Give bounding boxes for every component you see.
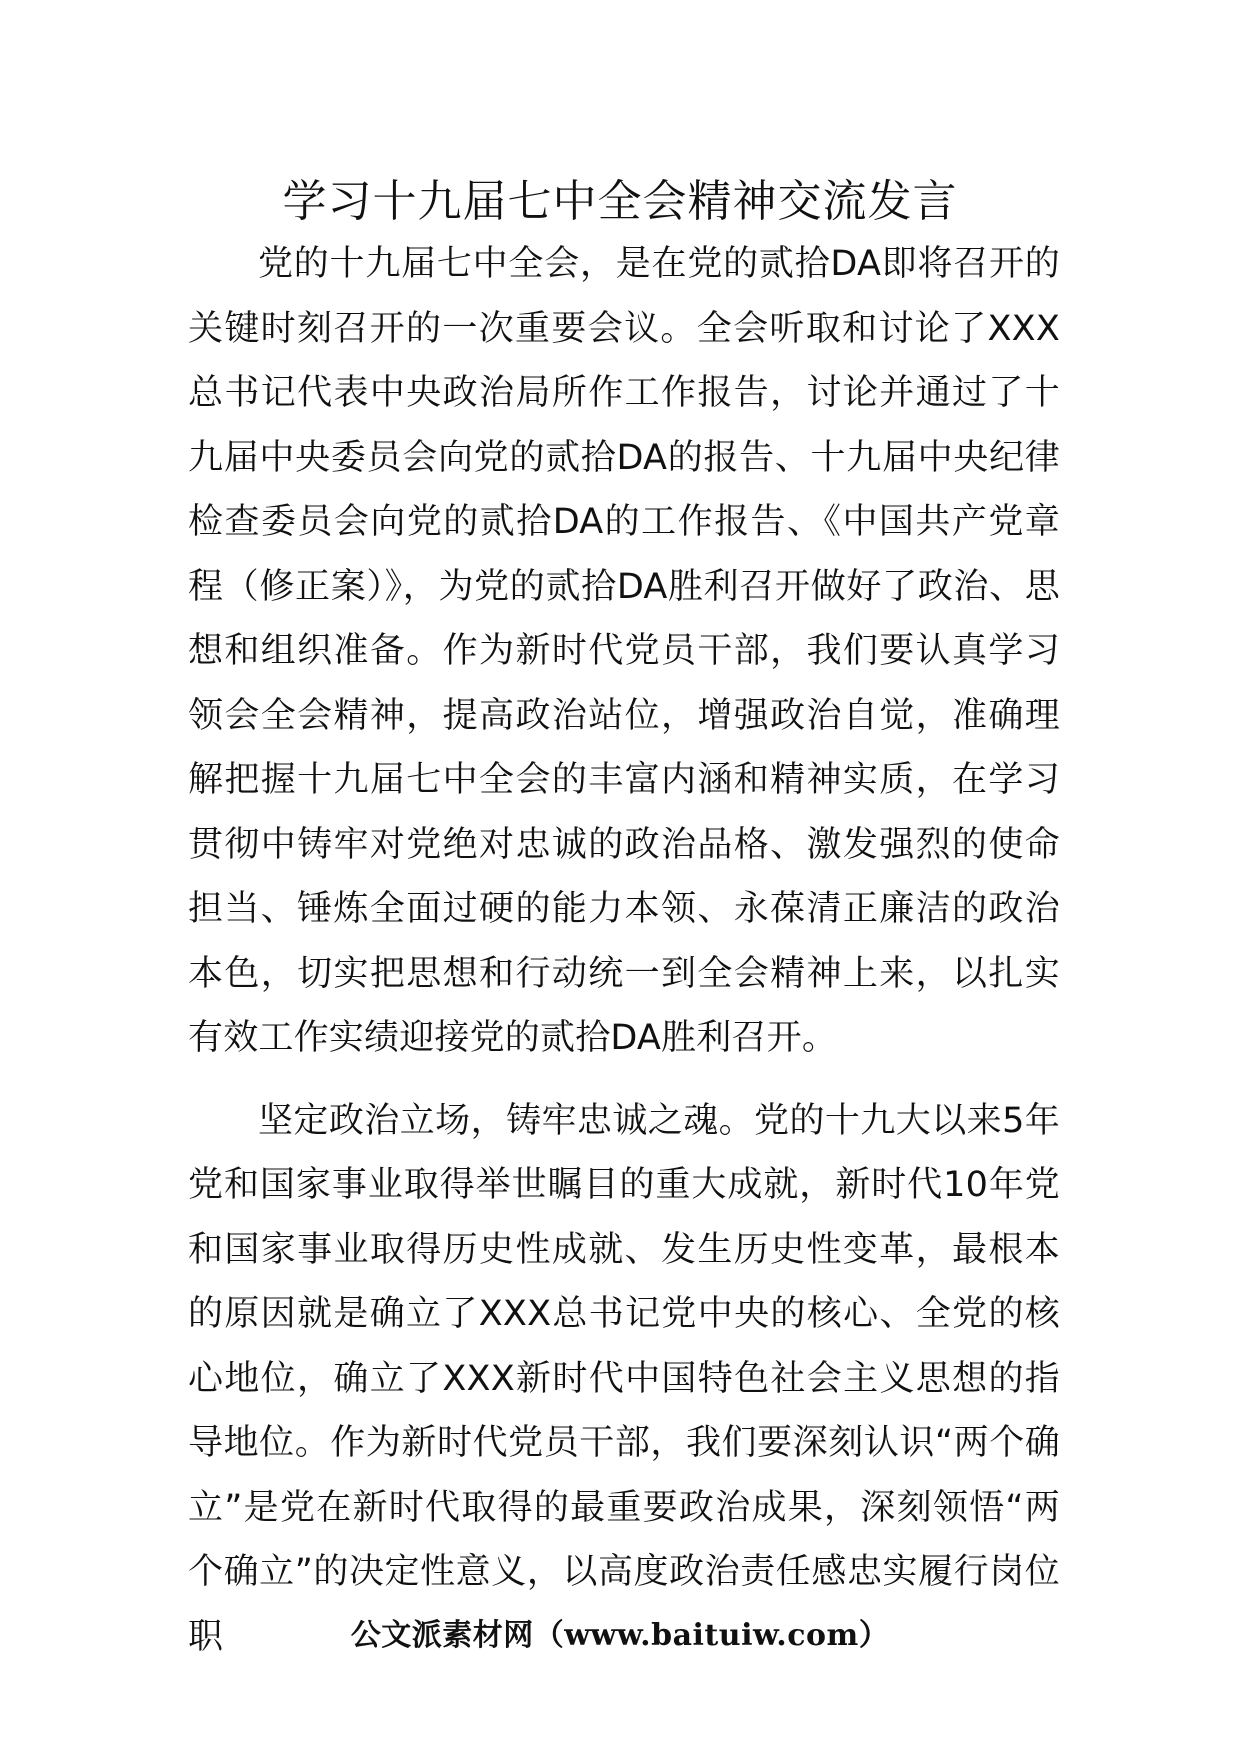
document-title: 学习十九届七中全会精神交流发言	[282, 176, 958, 227]
paragraph-2: 坚定政治立场，铸牢忠诚之魂。党的十九大以来5年党和国家事业取得举世瞩目的重大成就，新时代10年党和国家事业取得历史性成就、发生历史性变革，最根本的原因就是确立了XXX总书记党中央的核心、全党的核心地位，确立了XXX新时代中国特色社会主义思想的指导地位。作为新时代党员干部，我们要深刻认识“两个确立”是党在新时代取得的最重要政治成果，深刻领悟“两个确立”的决定性意义，以高度政治责任感忠实履行岗位职	[188, 1100, 1060, 1657]
paragraph-1: 党的十九届七中全会，是在党的贰拾DA即将召开的关键时刻召开的一次重要会议。全会听取和讨论了XXX总书记代表中央政治局所作工作报告，讨论并通过了十九届中央委员会向党的贰拾DA的报告、十九届中央纪律检查委员会向党的贰拾DA的工作报告、《中国共产党章程（修正案）》，为党的贰拾DA胜利召开做好了政治、思想和组织准备。作为新时代党员干部，我们要认真学习领会全会精神，提高政治站位，增强政治自觉，准确理解把握十九届七中全会的丰富内涵和精神实质，在学习贯彻中铸牢对党绝对忠诚的政治品格、激发强烈的使命担当、锤炼全面过硬的能力本领、永葆清正廉洁的政治本色，切实把思想和行动统一到全会精神上来，以扎实有效工作实绩迎接党的贰拾DA胜利召开。	[188, 244, 1060, 1058]
footer-watermark: 公文派素材网（www.baituiw.com）	[350, 1618, 890, 1653]
document-body	[188, 232, 1060, 1669]
